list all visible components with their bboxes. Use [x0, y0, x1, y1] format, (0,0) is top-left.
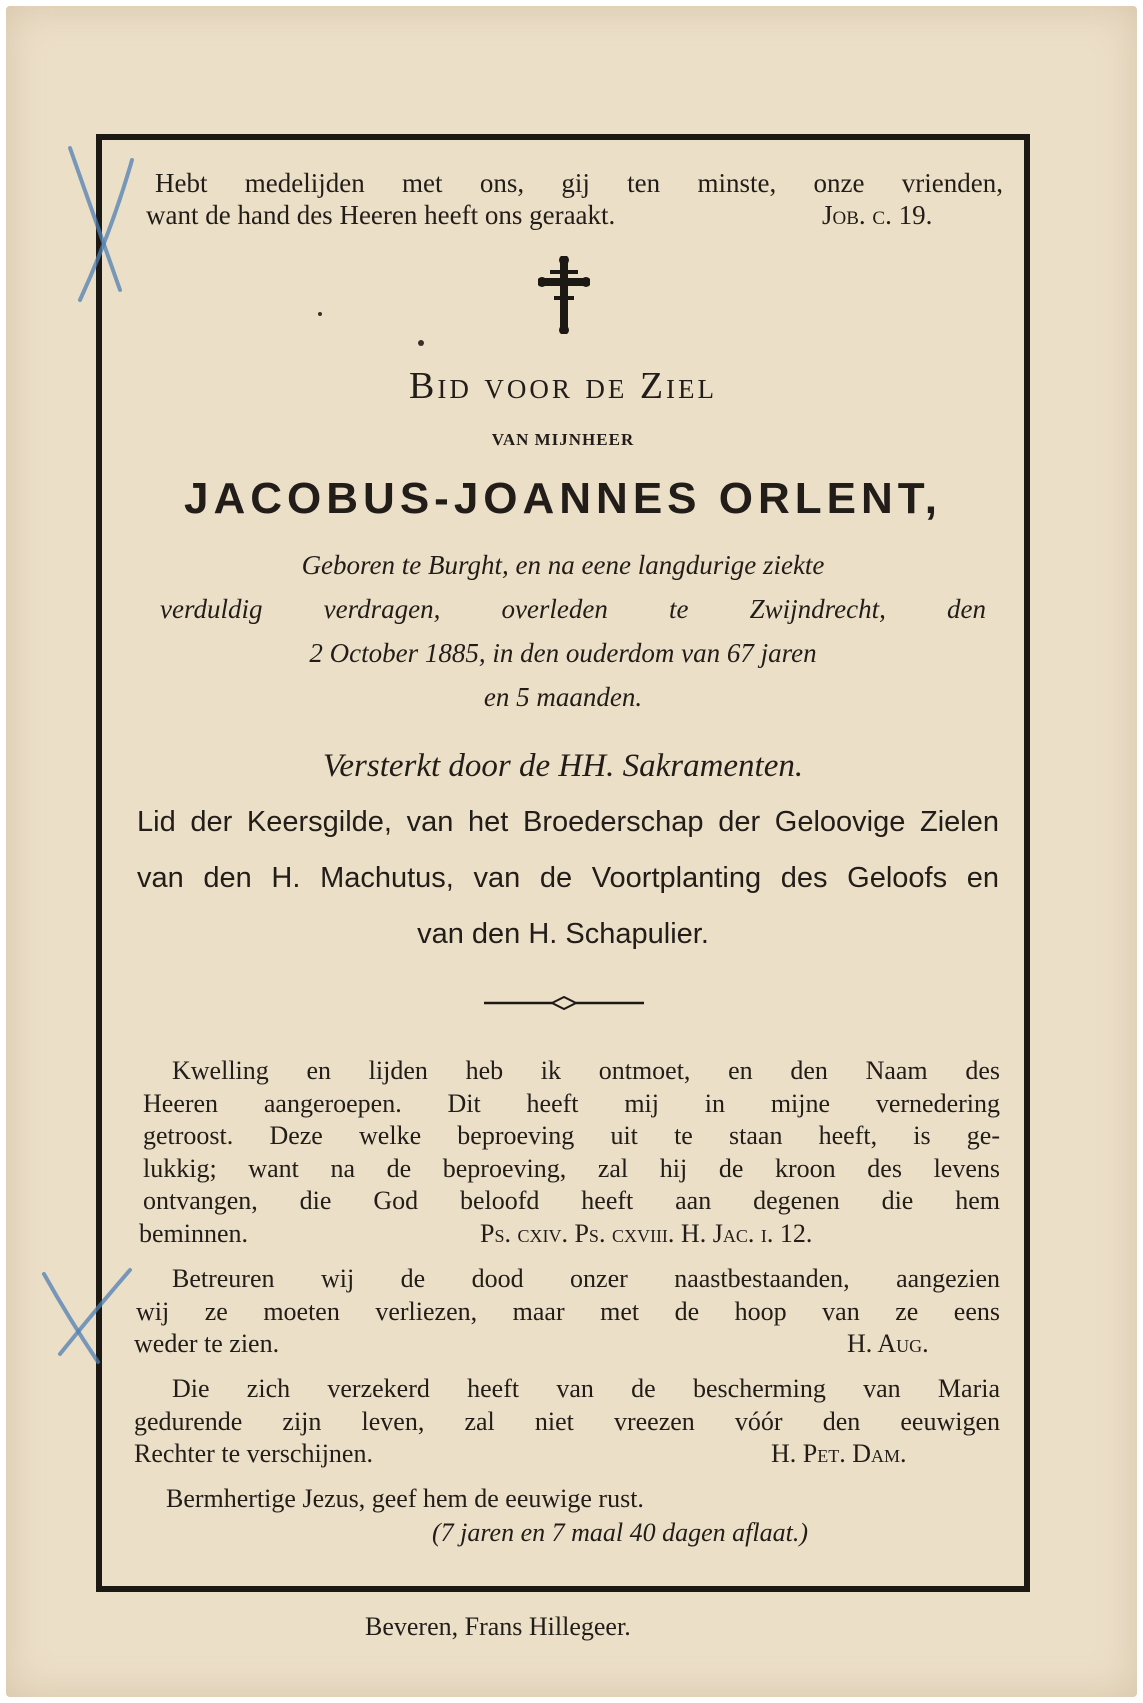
quote-line: Rechter te verschijnen.: [134, 1439, 373, 1468]
quote-line: Heeren aangeroepen. Dit heeft mij in mijne vernedering: [143, 1089, 1000, 1118]
biography-line: 2 October 1885, in den ouderdom van 67 jaren: [309, 638, 817, 668]
quote-line: weder te zien.: [134, 1329, 280, 1358]
speck: [418, 340, 424, 346]
membership-line: Lid der Keersgilde, van het Broederschap der Geloovige Zielen: [137, 806, 999, 838]
divider-ornament: [484, 995, 644, 1011]
cross-icon: [538, 256, 590, 334]
quote-reference: Ps. cxiv. Ps. cxviii. H. Jac. i. 12.: [480, 1219, 813, 1248]
quote-line: wij ze moeten verliezen, maar met de hoop van ze eens: [136, 1297, 1000, 1326]
speck: [318, 312, 322, 316]
quote-line: lukkig; want na de beproeving, zal hij de kroon des levens: [143, 1154, 1000, 1183]
quote-line: gedurende zijn leven, zal niet vreezen vóór den eeuwigen: [134, 1407, 1000, 1436]
biography-line: Geboren te Burght, en na eene langdurige ziekte: [301, 550, 825, 580]
quote-line: Kwelling en lijden heb ik ontmoet, en den Naam des: [172, 1056, 1000, 1085]
indulgence-note: (7 jaren en 7 maal 40 dagen aflaat.): [432, 1518, 808, 1547]
epigraph-reference: Job. c. 19.: [822, 200, 933, 230]
biography-line: verduldig verdragen, overleden te Zwijndrecht, den: [160, 594, 986, 624]
sacraments-line: Versterkt door de HH. Sakramenten.: [322, 748, 804, 784]
quote-line: beminnen.: [139, 1219, 249, 1248]
biography-line: en 5 maanden.: [483, 682, 643, 712]
quote-line: Die zich verzekerd heeft van de bescherming van Maria: [172, 1374, 1000, 1403]
final-prayer: Bermhertige Jezus, geef hem de eeuwige rust.: [166, 1484, 644, 1513]
pencil-x-mark: [62, 140, 142, 310]
quote-reference: H. Pet. Dam.: [771, 1439, 907, 1468]
deceased-name: JACOBUS-JOANNES ORLENT,: [184, 474, 942, 523]
quote-reference: H. Aug.: [847, 1329, 929, 1358]
quote-line: Betreuren wij de dood onzer naastbestaanden, aangezien: [172, 1264, 1000, 1293]
epigraph-line-1: Hebt medelijden met ons, gij ten minste, onze vrienden,: [155, 168, 1003, 198]
printer-line: Beveren, Frans Hillegeer.: [365, 1612, 631, 1641]
mister-label: VAN MIJNHEER: [491, 430, 635, 449]
pencil-x-mark: [38, 1262, 138, 1372]
epigraph-line-2: want de hand des Heeren heeft ons geraakt.: [146, 200, 616, 230]
quote-line: ontvangen, die God beloofd heeft aan degenen die hem: [143, 1186, 1000, 1215]
quote-line: getroost. Deze welke beproeving uit te staan heeft, is ge-: [143, 1121, 1000, 1150]
prayer-heading: Bid voor de Ziel: [408, 365, 718, 407]
membership-line: van den H. Machutus, van de Voortplanting des Geloofs en: [137, 862, 999, 894]
membership-line: van den H. Schapulier.: [417, 918, 709, 950]
